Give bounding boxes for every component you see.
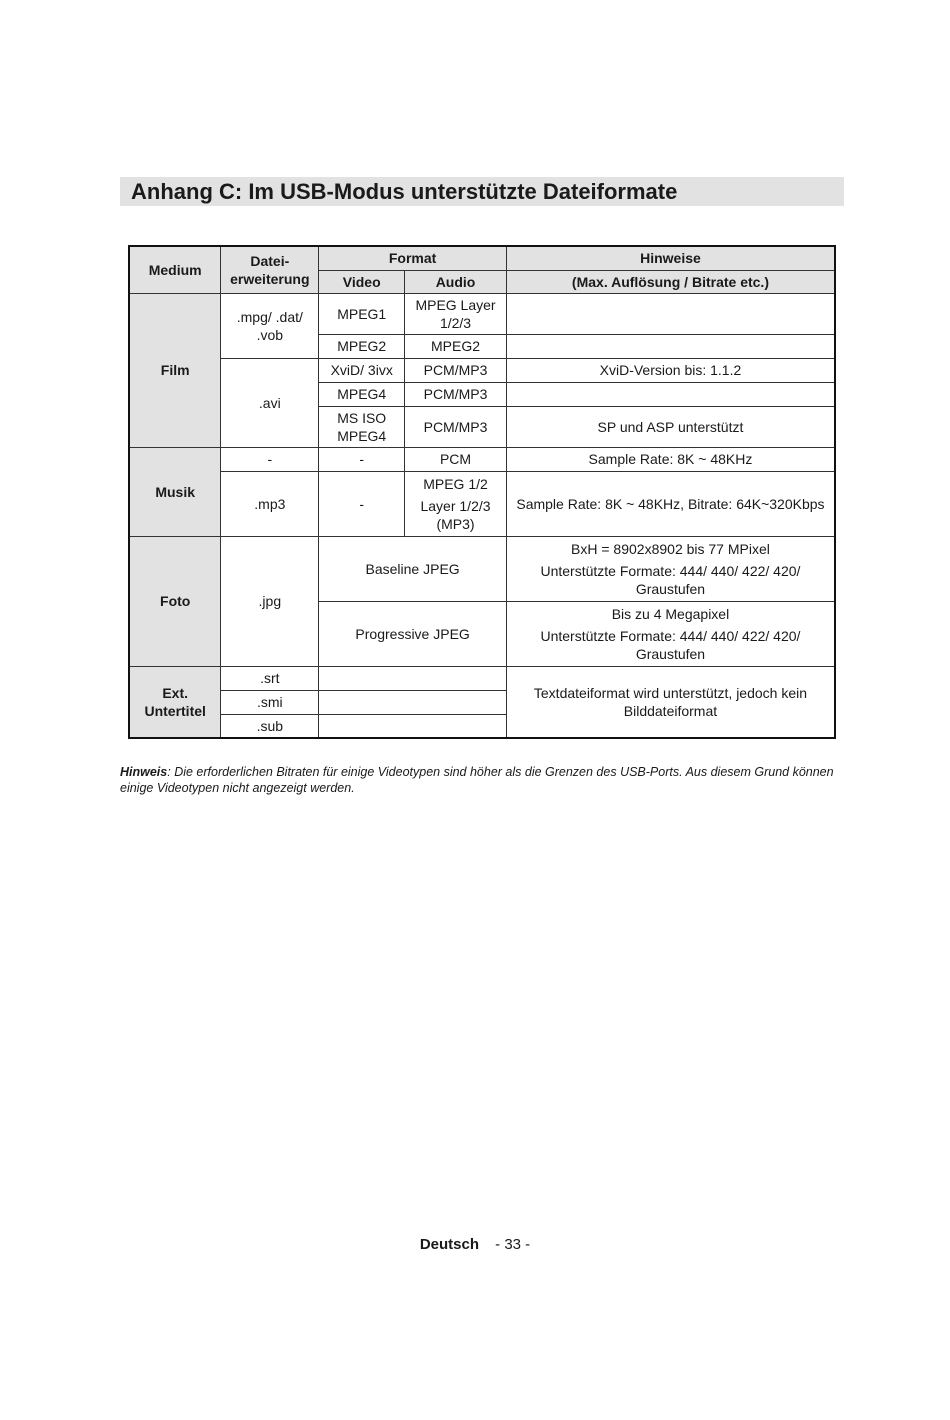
footnote-text: : Die erforderlichen Bitraten für einige Videotypen sind höher als die Grenzen des USB-Ports. Aus diesem Grund können einige Videotypen nicht angezeigt werden.: [120, 765, 834, 795]
page-footer: [0, 1236, 950, 1253]
ext-mpg: .mpg/ .dat/ .vob: [221, 293, 319, 358]
musik-audio-2: [405, 471, 507, 536]
header-format: Format: [319, 246, 507, 270]
musik-audio-1: PCM: [405, 447, 507, 471]
header-video: Video: [319, 270, 405, 293]
title-bar: [120, 177, 844, 206]
film-video-2: MPEG2: [319, 334, 405, 358]
page-title: Anhang C: Im USB-Modus unterstützte Dateiformate: [131, 179, 678, 204]
musik-video-2: -: [319, 471, 405, 536]
foto-progressive-format: Progressive JPEG: [319, 601, 507, 666]
foto-baseline-note-line1: BxH = 8902x8902 bis 77 MPixel: [571, 541, 770, 557]
subtitle-format-1: [319, 666, 507, 690]
foto-progressive-note-line2: Unterstützte Formate: 444/ 440/ 422/ 420/ Graustufen: [540, 628, 801, 662]
film-audio-3: PCM/MP3: [405, 358, 507, 382]
header-medium: Medium: [129, 246, 221, 293]
film-note-2: [506, 334, 835, 358]
foto-baseline-format: Baseline JPEG: [319, 536, 507, 601]
subtitle-ext-srt: .srt: [221, 666, 319, 690]
musik-note-1: Sample Rate: 8K ~ 48KHz: [506, 447, 835, 471]
ext-avi: .avi: [221, 358, 319, 447]
foto-baseline-note-line2: Unterstützte Formate: 444/ 440/ 422/ 420/ Graustufen: [540, 563, 801, 597]
film-audio-1: MPEG Layer 1/2/3: [405, 293, 507, 334]
film-note-4: [506, 382, 835, 406]
musik-audio-2-line2: Layer 1/2/3 (MP3): [420, 498, 491, 532]
file-formats-table: [128, 245, 836, 739]
musik-note-2: Sample Rate: 8K ~ 48KHz, Bitrate: 64K~320Kbps: [506, 471, 835, 536]
film-note-1: [506, 293, 835, 334]
film-video-1: MPEG1: [319, 293, 405, 334]
subtitle-ext-sub: .sub: [221, 714, 319, 738]
foto-progressive-note-line1: Bis zu 4 Megapixel: [611, 606, 730, 622]
subtitle-format-2: [319, 690, 507, 714]
musik-ext-1: -: [221, 447, 319, 471]
page-number: - 33 -: [495, 1236, 531, 1253]
footer-language: Deutsch: [419, 1236, 479, 1253]
musik-audio-2-line1: MPEG 1/2: [423, 476, 488, 492]
subtitle-format-3: [319, 714, 507, 738]
foto-ext: .jpg: [221, 536, 319, 666]
header-notes-sub: (Max. Auflösung / Bitrate etc.): [506, 270, 835, 293]
film-note-3: XviD-Version bis: 1.1.2: [506, 358, 835, 382]
film-video-4: MPEG4: [319, 382, 405, 406]
foto-baseline-note: [506, 536, 835, 601]
foto-progressive-note: [506, 601, 835, 666]
header-extension-line2: erweiterung: [230, 270, 310, 287]
film-audio-2: MPEG2: [405, 334, 507, 358]
footnote: [120, 764, 844, 796]
film-audio-5: PCM/MP3: [405, 406, 507, 447]
film-video-5: MS ISO MPEG4: [319, 406, 405, 447]
film-note-5: SP und ASP unterstützt: [506, 406, 835, 447]
header-notes: Hinweise: [506, 246, 835, 270]
footnote-label: Hinweis: [120, 765, 168, 779]
medium-film: Film: [129, 293, 221, 447]
musik-video-1: -: [319, 447, 405, 471]
subtitle-ext-smi: .smi: [221, 690, 319, 714]
film-video-3: XviD/ 3ivx: [319, 358, 405, 382]
header-audio: Audio: [405, 270, 507, 293]
medium-subtitles: Ext. Untertitel: [129, 666, 221, 738]
musik-ext-2: .mp3: [221, 471, 319, 536]
medium-musik: Musik: [129, 447, 221, 536]
header-extension: [221, 246, 319, 293]
header-extension-line1: Datei-: [250, 252, 290, 269]
medium-foto: Foto: [129, 536, 221, 666]
film-audio-4: PCM/MP3: [405, 382, 507, 406]
subtitle-note: Textdateiformat wird unterstützt, jedoch kein Bilddateiformat: [506, 666, 835, 738]
